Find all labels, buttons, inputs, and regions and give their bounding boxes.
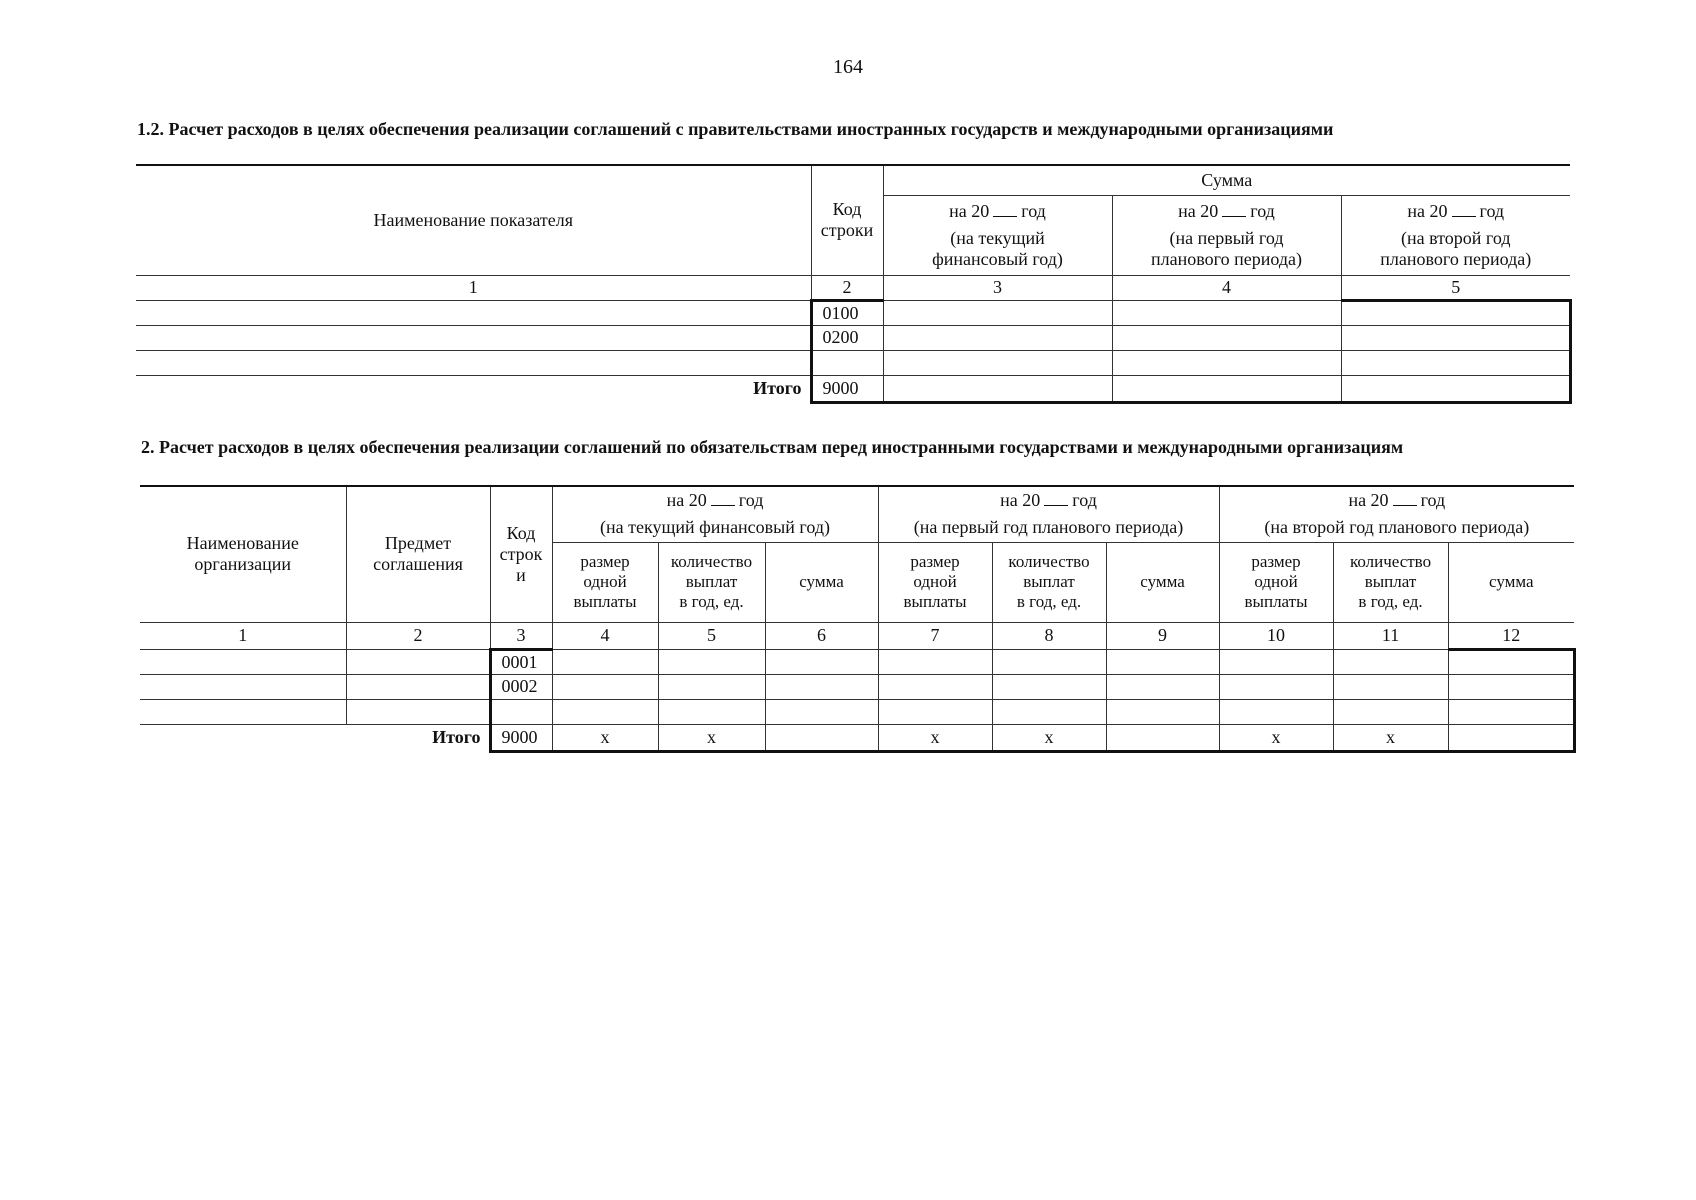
t2-sub-count-3 bbox=[1333, 542, 1448, 622]
t2-sub-payment-l1: размер bbox=[580, 552, 630, 571]
t2-value-cell[interactable] bbox=[1106, 699, 1219, 724]
t2-value-cell[interactable] bbox=[878, 674, 992, 699]
t1-colnum-5: 5 bbox=[1341, 275, 1570, 300]
t1-header-period-1 bbox=[883, 195, 1112, 275]
t2-sub-payment-l3: выплаты bbox=[903, 592, 967, 611]
t1-value-cell[interactable] bbox=[1112, 300, 1341, 325]
t2-sub-count-l1: количество bbox=[670, 552, 753, 571]
t2-org-cell[interactable] bbox=[140, 649, 346, 674]
t2-total-x: х bbox=[878, 724, 992, 751]
t2-header-org bbox=[140, 486, 346, 622]
t2-total-cell[interactable] bbox=[765, 724, 878, 751]
t1-colnum-2: 2 bbox=[811, 275, 883, 300]
t1-period-1-l1: (на текущий bbox=[950, 227, 1045, 248]
t1-header-sum: Сумма bbox=[883, 165, 1570, 195]
t2-header-org-l1: Наименование bbox=[186, 533, 299, 554]
t2-value-cell[interactable] bbox=[552, 674, 658, 699]
t2-year-prefix-2: на 20 bbox=[1000, 490, 1041, 510]
t2-colnum: 3 bbox=[490, 622, 552, 649]
t1-row-0100 bbox=[136, 300, 1570, 325]
t2-value-cell[interactable] bbox=[992, 699, 1106, 724]
t2-value-cell[interactable] bbox=[1333, 649, 1448, 674]
t2-sub-payment-3 bbox=[1219, 542, 1333, 622]
t1-total-code: 9000 bbox=[811, 375, 883, 402]
t2-value-cell[interactable] bbox=[1333, 699, 1448, 724]
t2-sub-payment-l2: одной bbox=[583, 572, 627, 591]
t2-colnum: 9 bbox=[1106, 622, 1219, 649]
t1-year-blank-3[interactable] bbox=[1452, 202, 1476, 217]
t1-year-suffix-1: год bbox=[1021, 200, 1046, 221]
t1-value-cell[interactable] bbox=[1112, 350, 1341, 375]
t2-value-cell[interactable] bbox=[552, 699, 658, 724]
table1 bbox=[136, 164, 1572, 404]
t1-year-prefix-3: на 20 bbox=[1407, 200, 1448, 221]
t1-code-cell: 0200 bbox=[811, 325, 883, 350]
t2-sub-sum-1: сумма bbox=[765, 542, 878, 622]
t2-value-cell[interactable] bbox=[878, 699, 992, 724]
t2-value-cell[interactable] bbox=[658, 674, 765, 699]
t2-value-cell[interactable] bbox=[765, 674, 878, 699]
t2-value-cell[interactable] bbox=[1106, 649, 1219, 674]
t2-colnum: 10 bbox=[1219, 622, 1333, 649]
t2-header-code-l3: и bbox=[516, 564, 526, 585]
t2-year-1 bbox=[552, 486, 878, 514]
t2-sub-sum-2: сумма bbox=[1106, 542, 1219, 622]
t2-year-3 bbox=[1219, 486, 1574, 514]
t2-value-cell[interactable] bbox=[878, 649, 992, 674]
t2-sub-payment-l3: выплаты bbox=[573, 592, 637, 611]
t2-total-row bbox=[140, 724, 1574, 751]
t2-value-cell[interactable] bbox=[992, 649, 1106, 674]
t1-year-blank-2[interactable] bbox=[1222, 202, 1246, 217]
t2-total-cell[interactable] bbox=[1448, 724, 1574, 751]
t2-header-subject-l1: Предмет bbox=[384, 533, 452, 554]
t2-colnum: 2 bbox=[346, 622, 490, 649]
t2-year-prefix-1: на 20 bbox=[666, 490, 707, 510]
t1-header-name-label: Наименование показателя bbox=[373, 209, 573, 230]
t2-sub-count-1 bbox=[658, 542, 765, 622]
t2-colnum: 1 bbox=[140, 622, 346, 649]
t1-value-cell[interactable] bbox=[883, 300, 1112, 325]
t2-code-cell: 0002 bbox=[490, 674, 552, 699]
t2-year-suffix-3: год bbox=[1420, 490, 1446, 510]
t1-value-cell[interactable] bbox=[883, 325, 1112, 350]
t2-row-0001 bbox=[140, 649, 1574, 674]
t1-period-2-l1: (на первый год bbox=[1169, 227, 1284, 248]
t2-sub-payment-l2: одной bbox=[1254, 572, 1298, 591]
t2-sub-count-l3: в год, ед. bbox=[1358, 592, 1423, 611]
t2-org-cell[interactable] bbox=[140, 699, 346, 724]
t2-sub-payment-1 bbox=[552, 542, 658, 622]
t1-name-cell[interactable] bbox=[136, 300, 811, 325]
t1-total-cell[interactable] bbox=[883, 375, 1112, 402]
t1-row-empty bbox=[136, 350, 1570, 375]
t2-value-cell[interactable] bbox=[658, 699, 765, 724]
t2-sub-payment-2 bbox=[878, 542, 992, 622]
t2-year-suffix-2: год bbox=[1072, 490, 1097, 510]
t1-period-3-l1: (на второй год bbox=[1400, 227, 1511, 248]
t1-period-1-l2: финансовый год) bbox=[932, 248, 1063, 269]
t2-row-0002 bbox=[140, 674, 1574, 699]
t2-total-x: х bbox=[552, 724, 658, 751]
t1-name-cell[interactable] bbox=[136, 350, 811, 375]
t1-period-3-l2: планового периода) bbox=[1380, 248, 1532, 269]
t2-org-cell[interactable] bbox=[140, 674, 346, 699]
t2-colnum: 6 bbox=[765, 622, 878, 649]
t1-header-name bbox=[136, 165, 811, 275]
t2-value-cell[interactable] bbox=[1219, 699, 1333, 724]
t2-value-cell[interactable] bbox=[1219, 674, 1333, 699]
t2-sub-payment-l1: размер bbox=[910, 552, 960, 571]
t2-colnum: 5 bbox=[658, 622, 765, 649]
t1-year-suffix-3: год bbox=[1479, 200, 1505, 221]
t2-sub-count-l2: выплат bbox=[1023, 572, 1075, 591]
t2-value-cell[interactable] bbox=[765, 649, 878, 674]
t1-value-cell[interactable] bbox=[883, 350, 1112, 375]
t1-colnum-1: 1 bbox=[136, 275, 811, 300]
t1-code-cell bbox=[811, 350, 883, 375]
t1-header-code-l2: строки bbox=[820, 220, 874, 241]
t2-header-org-l2: организации bbox=[194, 554, 292, 575]
t1-value-cell[interactable] bbox=[1112, 325, 1341, 350]
t2-header-subject-l2: соглашения bbox=[373, 554, 463, 575]
t2-total-code: 9000 bbox=[490, 724, 552, 751]
t2-value-cell[interactable] bbox=[1333, 674, 1448, 699]
t2-colnum: 12 bbox=[1448, 622, 1574, 649]
t1-total-cell[interactable] bbox=[1112, 375, 1341, 402]
t2-value-cell[interactable] bbox=[658, 649, 765, 674]
t2-sub-count-l1: количество bbox=[1349, 552, 1432, 571]
t2-subject-cell[interactable] bbox=[346, 699, 490, 724]
t2-value-cell[interactable] bbox=[1219, 649, 1333, 674]
page-number: 164 bbox=[833, 56, 863, 78]
t2-number-row bbox=[140, 622, 1574, 649]
t2-total-label: Итого bbox=[432, 727, 481, 748]
t2-header-code-l1: Код bbox=[506, 522, 536, 543]
t2-value-cell[interactable] bbox=[1448, 699, 1574, 724]
t1-total-label: Итого bbox=[753, 378, 802, 399]
t2-total-x: х bbox=[1219, 724, 1333, 751]
t2-subject-cell[interactable] bbox=[346, 674, 490, 699]
t2-total-x: х bbox=[992, 724, 1106, 751]
t2-value-cell[interactable] bbox=[1448, 674, 1574, 699]
t2-total-x: х bbox=[1333, 724, 1448, 751]
t2-value-cell[interactable] bbox=[1106, 674, 1219, 699]
t2-code-cell: 0001 bbox=[490, 649, 552, 674]
t2-colnum: 4 bbox=[552, 622, 658, 649]
t2-sub-payment-l2: одной bbox=[913, 572, 957, 591]
t2-value-cell[interactable] bbox=[552, 649, 658, 674]
table2-title: 2. Расчет расходов в целях обеспечения реализации соглашений по обязательствам перед иностранными государствами и международными организациям bbox=[141, 437, 1404, 457]
t2-total-x: х bbox=[658, 724, 765, 751]
t2-subject-cell[interactable] bbox=[346, 649, 490, 674]
t2-year-blank-1[interactable] bbox=[711, 491, 735, 506]
t2-total-cell[interactable] bbox=[1106, 724, 1219, 751]
t2-sub-count-2 bbox=[992, 542, 1106, 622]
t1-value-cell[interactable] bbox=[1341, 300, 1570, 325]
t1-name-cell[interactable] bbox=[136, 325, 811, 350]
t2-sub-count-l3: в год, ед. bbox=[679, 592, 744, 611]
t1-total-row bbox=[136, 375, 1570, 402]
t1-header-code-l1: Код bbox=[832, 199, 862, 220]
t2-sub-count-l1: количество bbox=[1008, 552, 1090, 571]
t1-total-cell[interactable] bbox=[1341, 375, 1570, 402]
t2-period-3: (на второй год планового периода) bbox=[1219, 514, 1574, 542]
t2-year-blank-3[interactable] bbox=[1393, 491, 1417, 506]
t2-value-cell[interactable] bbox=[765, 699, 878, 724]
t1-value-cell[interactable] bbox=[1341, 350, 1570, 375]
t2-year-blank-2[interactable] bbox=[1044, 491, 1068, 506]
t1-period-2-l2: планового периода) bbox=[1151, 248, 1302, 269]
t1-header-period-3 bbox=[1341, 195, 1570, 275]
t1-year-suffix-2: год bbox=[1250, 200, 1275, 221]
t1-value-cell[interactable] bbox=[1341, 325, 1570, 350]
t2-sub-count-l2: выплат bbox=[685, 572, 738, 591]
t2-period-1: (на текущий финансовый год) bbox=[552, 514, 878, 542]
t2-code-cell bbox=[490, 699, 552, 724]
t2-year-prefix-3: на 20 bbox=[1348, 490, 1389, 510]
t2-colnum: 7 bbox=[878, 622, 992, 649]
table1-title: 1.2. Расчет расходов в целях обеспечения реализации соглашений с правительствами иностранных государств и международными организациями bbox=[137, 119, 1334, 139]
t1-header-period-2 bbox=[1112, 195, 1341, 275]
t1-header-code bbox=[811, 165, 883, 275]
t2-year-2 bbox=[878, 486, 1219, 514]
t2-year-suffix-1: год bbox=[738, 490, 764, 510]
t2-colnum: 8 bbox=[992, 622, 1106, 649]
t2-sub-payment-l3: выплаты bbox=[1244, 592, 1308, 611]
t2-header-subject bbox=[346, 486, 490, 622]
t2-colnum: 11 bbox=[1333, 622, 1448, 649]
t1-year-blank-1[interactable] bbox=[993, 202, 1017, 217]
table2 bbox=[140, 485, 1576, 753]
t2-header-code-l2: строк bbox=[499, 543, 543, 564]
t2-sub-count-l3: в год, ед. bbox=[1016, 592, 1082, 611]
t2-header-code bbox=[490, 486, 552, 622]
t1-year-prefix-1: на 20 bbox=[949, 200, 990, 221]
t1-code-cell: 0100 bbox=[811, 300, 883, 325]
t1-year-prefix-2: на 20 bbox=[1178, 200, 1219, 221]
t2-sub-count-l2: выплат bbox=[1364, 572, 1417, 591]
t1-colnum-4: 4 bbox=[1112, 275, 1341, 300]
t2-period-2: (на первый год планового периода) bbox=[878, 514, 1219, 542]
t1-row-0200 bbox=[136, 325, 1570, 350]
t2-row-empty bbox=[140, 699, 1574, 724]
t1-number-row bbox=[136, 275, 1570, 300]
t2-value-cell[interactable] bbox=[992, 674, 1106, 699]
t2-sub-payment-l1: размер bbox=[1251, 552, 1301, 571]
t2-value-cell[interactable] bbox=[1448, 649, 1574, 674]
t2-sub-sum-3: сумма bbox=[1448, 542, 1574, 622]
t1-colnum-3: 3 bbox=[883, 275, 1112, 300]
